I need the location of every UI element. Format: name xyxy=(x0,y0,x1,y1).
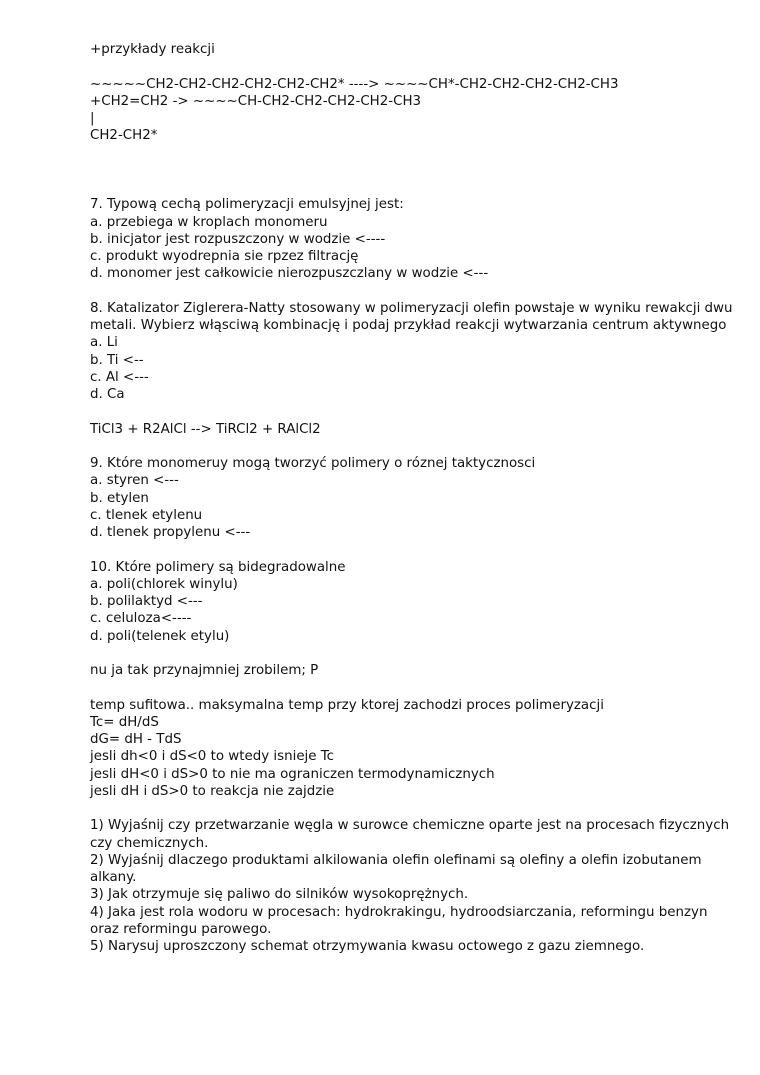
answer-option: b. polilaktyd <--- xyxy=(90,594,203,609)
question-8 xyxy=(90,300,740,438)
note-line: jesli dH i dS>0 to reakcja nie zajdzie xyxy=(90,783,335,799)
ceiling-temperature-notes xyxy=(90,697,740,801)
answer-option: c. Al <--- xyxy=(90,369,149,385)
answer-option: b. etylen xyxy=(90,490,149,506)
question-text: 9. Które monomeruy mogą tworzyć polimery o róznej taktycznosci xyxy=(90,456,536,471)
reaction-line: ~~~~~CH2-CH2-CH2-CH2-CH2-CH2* ----> ~~~~CH*-CH2-CH2-CH2-CH2-CH3 xyxy=(90,76,619,92)
reaction-line: | xyxy=(90,111,95,126)
reaction-line: CH2-CH2* xyxy=(90,128,158,144)
answer-option: a. poli(chlorek winylu) xyxy=(90,576,238,592)
reaction-line: +CH2=CH2 -> ~~~~CH-CH2-CH2-CH2-CH2-CH3 xyxy=(90,93,422,109)
note-line: jesli dH<0 i dS>0 to nie ma ograniczen termodynamicznych xyxy=(90,766,495,782)
document-page xyxy=(90,41,740,955)
answer-option: c. produkt wyodrepnia sie rpzez filtrację xyxy=(90,249,359,264)
question-text: 8. Katalizator Ziglerera-Natty stosowany w polimeryzacji olefin powstaje w wyniku rewakcji dwu metali. Wybierz włąsciwą kombinację i podaj przykład reakcji wytwarzania centrum aktywnego xyxy=(90,300,733,333)
answer-option: b. inicjator jest rozpuszczony w wodzie <---- xyxy=(90,231,386,247)
reaction-equation: TiCl3 + R2AlCl --> TiRCl2 + RAlCl2 xyxy=(90,421,321,437)
answer-option: d. Ca xyxy=(90,387,125,402)
question-text: 10. Które polimery są bidegradowalne xyxy=(90,559,346,575)
note-line: dG= dH - TdS xyxy=(90,732,182,747)
section-heading: +przykłady reakcji xyxy=(90,42,215,57)
note-line: Tc= dH/dS xyxy=(90,714,159,730)
answer-option: b. Ti <-- xyxy=(90,352,144,368)
author-comment: nu ja tak przynajmniej zrobilem; P xyxy=(90,663,319,678)
exam-question: 1) Wyjaśnij czy przetwarzanie węgla w surowce chemiczne oparte jest na procesach fizycznych czy chemicznych. xyxy=(90,818,730,851)
question-7 xyxy=(90,196,740,282)
answer-option: d. tlenek propylenu <--- xyxy=(90,525,251,540)
intro-section xyxy=(90,41,740,145)
exam-question: 2) Wyjaśnij dlaczego produktami alkilowania olefin olefinami są olefiny a olefin izobutanem alkany. xyxy=(90,852,702,885)
question-text: 7. Typową cechą polimeryzacji emulsyjnej jest: xyxy=(90,197,404,213)
answer-option: d. poli(telenek etylu) xyxy=(90,628,230,644)
note-line: temp sufitowa.. maksymalna temp przy ktorej zachodzi proces polimeryzacji xyxy=(90,697,604,713)
exam-question: 5) Narysuj uproszczony schemat otrzymywania kwasu octowego z gazu ziemnego. xyxy=(90,939,645,954)
answer-option: a. przebiega w kroplach monomeru xyxy=(90,214,328,230)
answer-option: d. monomer jest całkowicie nierozpuszczlany w wodzie <--- xyxy=(90,266,489,282)
exam-question: 3) Jak otrzymuje się paliwo do silników wysokoprężnych. xyxy=(90,887,469,903)
answer-option: a. styren <--- xyxy=(90,473,179,489)
note-line: jesli dh<0 i dS<0 to wtedy isnieje Tc xyxy=(90,749,335,765)
answer-option: a. Li xyxy=(90,335,118,351)
answer-option: c. celuloza<---- xyxy=(90,611,192,627)
answer-option: c. tlenek etylenu xyxy=(90,507,203,523)
exam-question: 4) Jaka jest rola wodoru w procesach: hydrokrakingu, hydroodsiarczania, reformingu benzyn oraz reformingu parowego. xyxy=(90,904,708,937)
question-9 xyxy=(90,455,740,541)
question-10 xyxy=(90,559,740,645)
final-questions xyxy=(90,817,740,955)
